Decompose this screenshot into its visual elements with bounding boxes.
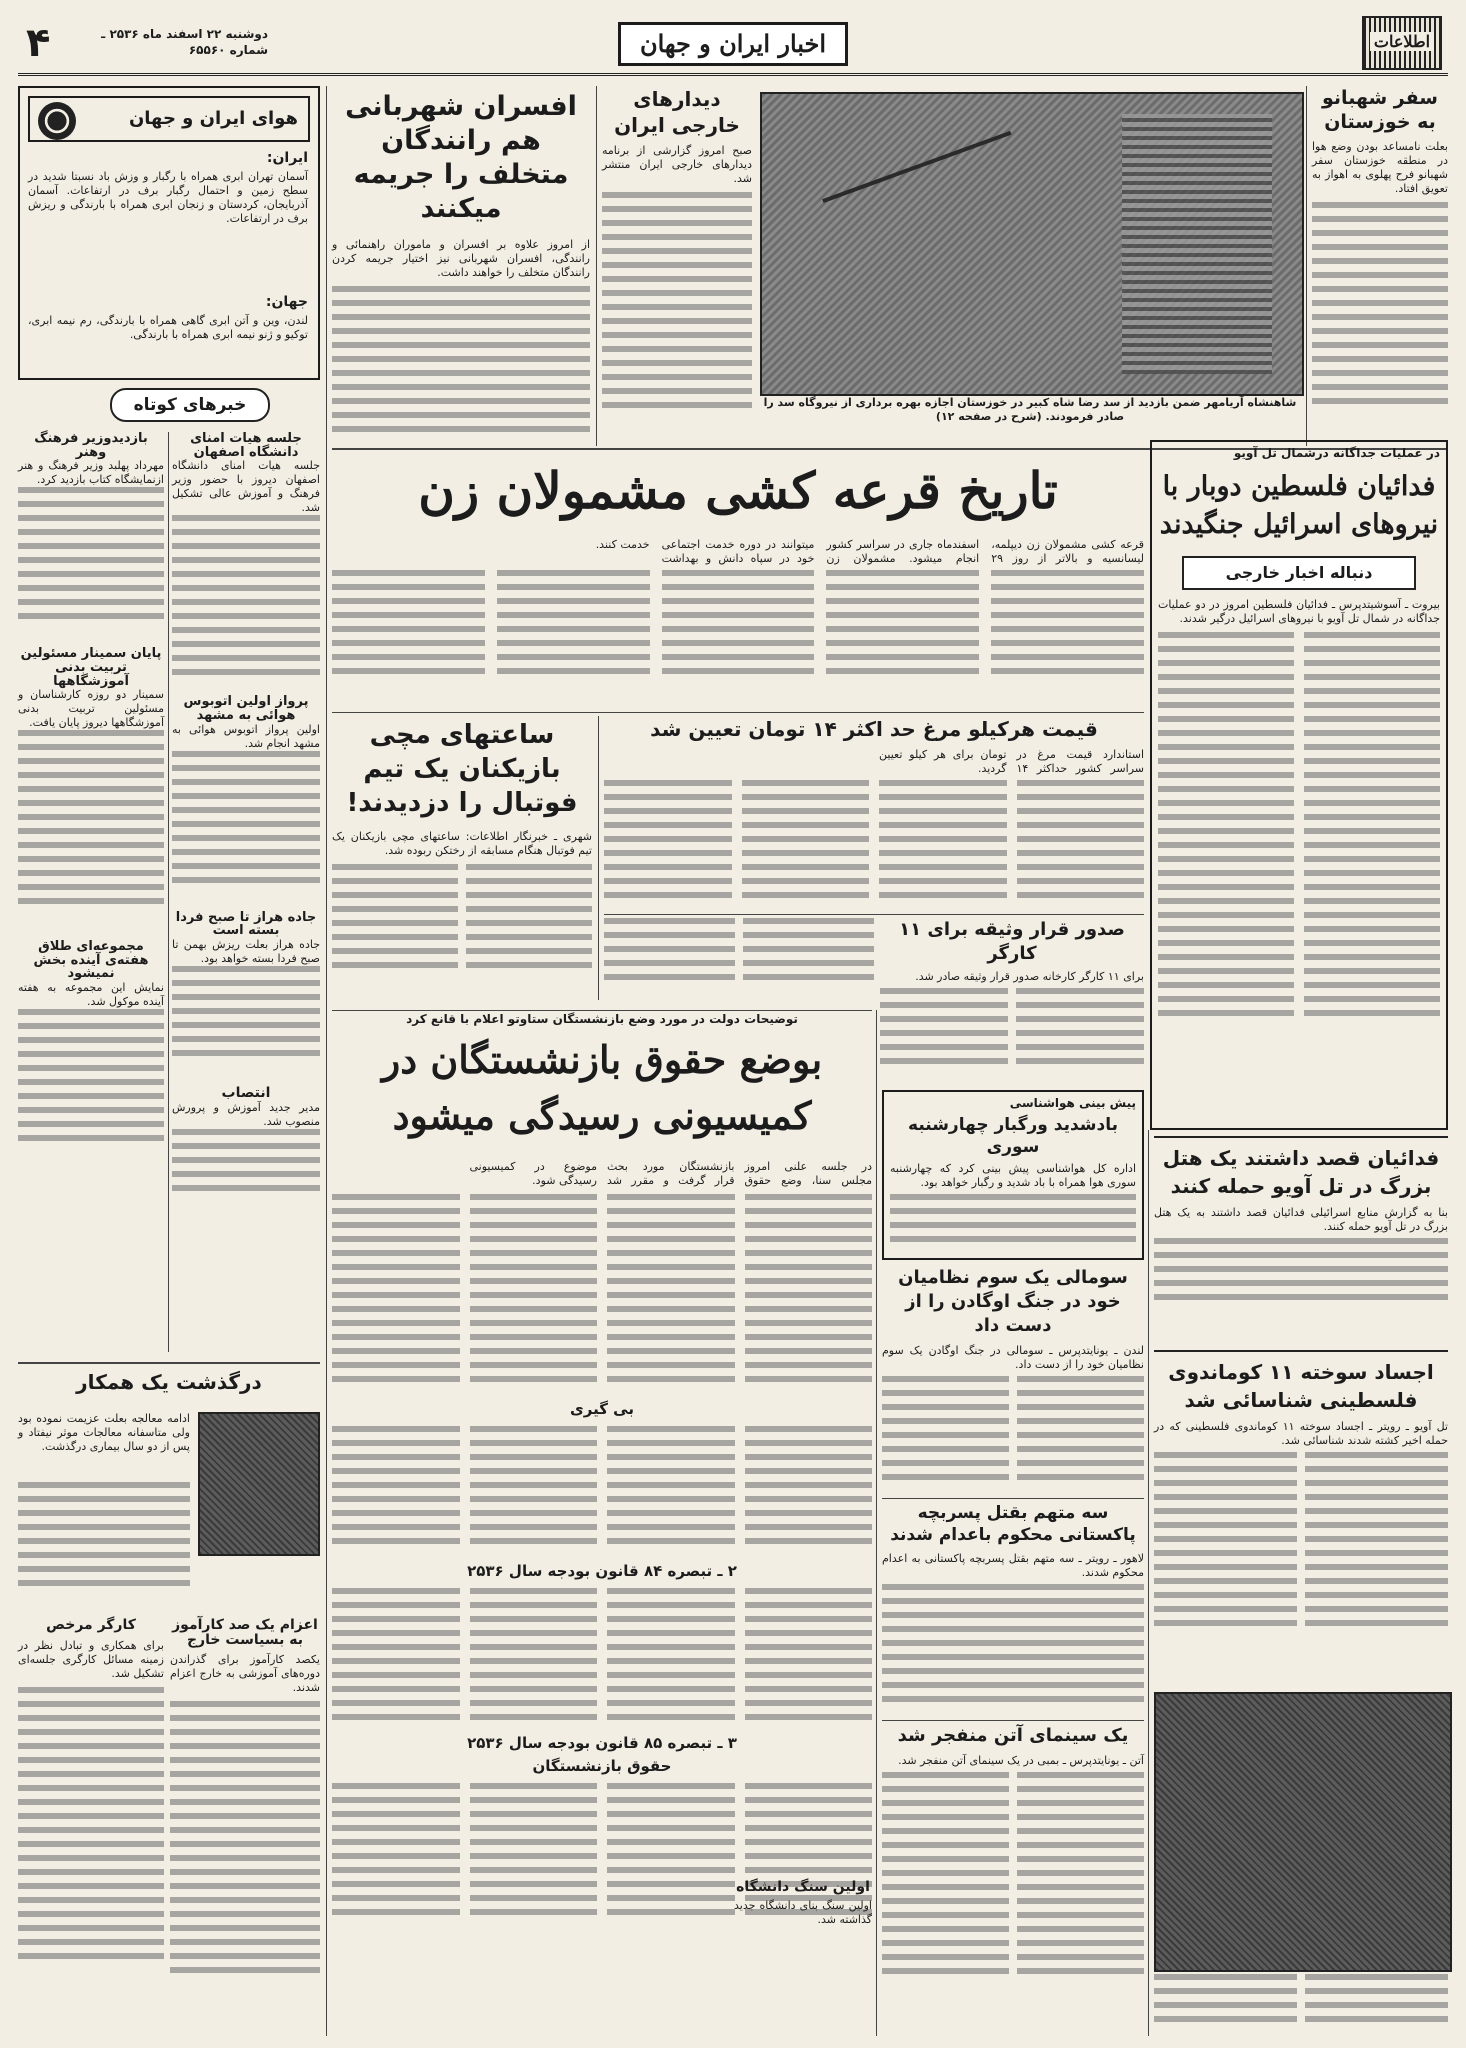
colleague-note-title: کارگر مرخص	[46, 1617, 136, 1633]
pakistan-text: لاهور ـ رویتر ـ سه متهم بقتل پسربچه پاکستانی به اعدام محکوم شدند.	[882, 1552, 1144, 1579]
short-news-item	[18, 940, 164, 1159]
fedayeen-kicker: در عملیات جداگانه درشمال تل آویو	[1233, 446, 1440, 460]
university-article	[734, 1880, 872, 2030]
fedayeen-plan-headline: فدائیان قصد داشتند یک هتل بزرگ در تل آویو حمله کنند	[1162, 1146, 1440, 1198]
short-news-item	[172, 695, 320, 900]
somalia-headline: سومالی یک سوم نظامیان خود در جنگ اوگادن را از دست داد	[898, 1267, 1128, 1336]
shahbanu-headline: سفر شهبانو به خوزستان	[1322, 87, 1438, 133]
fedayeen-plan-text: بنا به گزارش منابع اسرائیلی فدائیان قصد داشتند به یک هتل بزرگ در تل آویو حمله کنند.	[1154, 1206, 1448, 1233]
retirees-kicker: توضیحات دولت در مورد وضع بازنشستگان ستاوتو اعلام با قانع کرد	[406, 1012, 798, 1026]
foreign-visits-headline: دیدارهای خارجی ایران	[614, 87, 740, 137]
shahbanu-text: بعلت نامساعد بودن وضع هوا در منطقه خوزستان سفر شهبانو فرح پهلوی به اهواز به تعویق افتاد.	[1312, 140, 1448, 195]
bodies-text: تل آویو ـ رویتر ـ اجساد سوخته ۱۱ کوماندوی فلسطینی که در حمله اخیر کشته شدند شناسائی شد.	[1154, 1420, 1448, 1447]
section-title-text: اخبار ایران و جهان	[639, 29, 827, 58]
retirees-subhead: ۳ ـ تبصره ۸۵ قانون بودجه سال ۲۵۳۶	[467, 1733, 737, 1752]
section-title	[618, 22, 848, 66]
weather-world-label: جهان:	[265, 294, 308, 310]
weather-forecast-text: اداره کل هواشناسی پیش بینی کرد که چهارشنبه سوری هوا همراه با باد شدید و رگبار خواهد بود.	[890, 1162, 1136, 1189]
crowd-photo	[1154, 1692, 1452, 1972]
chicken-price-text: استاندارد قیمت مرغ در سراسر کشور حداکثر ۱۴ تومان برای هر کیلو تعیین گردید.	[879, 748, 1144, 775]
weather-forecast-headline: بادشدید ورگبار چهارشنبه سوری	[908, 1115, 1118, 1157]
conscription-article	[332, 454, 1144, 710]
bodies-article	[1154, 1350, 1448, 1690]
foreign-visits-text: صبح امروز گزارشی از برنامه دیدارهای خارجی ایران منتشر شد.	[602, 144, 752, 185]
bodies-headline: اجساد سوخته ۱۱ کوماندوی فلسطینی شناسائی شد	[1168, 1360, 1434, 1412]
chicken-price-more	[604, 918, 874, 1008]
short-news-item	[172, 1086, 320, 1209]
traffic-fines-text: از امروز علاوه بر افسران و ماموران راهنمائی و رانندگی، افسران شهربانی نیز اختیار جریمه کردن رانندگان متخلف را خواهند داشت.	[332, 238, 590, 279]
crowd-photo-caption-lines	[1154, 1974, 1448, 2034]
somalia-text: لندن ـ یونایتدپرس ـ سومالی در جنگ اوگادن یک سوم نظامیان خود را از دست داد.	[882, 1344, 1144, 1371]
obituary	[18, 1372, 320, 1612]
kerman-news	[170, 1618, 320, 2038]
weather-world-text: لندن، وین و آتن ابری گاهی همراه با بارندگی، رم نیمه ابری، توکیو و ژنو نیمه ابری همراه با بارندگی.	[28, 314, 308, 341]
short-news-item-text: نمایش این مجموعه به هفته آینده موکول شد.	[18, 981, 164, 1009]
cinema-headline: یک سینمای آتن منفجر شد	[897, 1725, 1129, 1746]
retirees-subhead: بی گیری	[570, 1400, 634, 1418]
issue-date: دوشنبه ۲۲ اسفند ماه ۲۵۳۶ ـ شماره ۶۵۵۶۰	[101, 27, 268, 57]
dam-photo-caption: شاهنشاه آریامهر ضمن بازدید از سد رضا شاه کبیر در خوزستان اجازه بهره برداری از نیروگاه سد را صادر فرمودند. (شرح در صفحه ۱۲)	[763, 396, 1297, 423]
short-news-item-text: مدیر جدید آموزش و پرورش منصوب شد.	[172, 1100, 320, 1128]
obituary-text: ادامه معالجه بعلت عزیمت نموده بود ولی متاسفانه معالجات موثر نیفتاد و پس از دو سال بیماری درگذشت.	[18, 1412, 190, 1453]
short-news-item-title: پرواز اولین اتوبوس هوائی به مشهد	[183, 694, 309, 723]
loan-article	[880, 918, 1144, 1086]
short-news-item-title: انتصاب	[221, 1084, 271, 1101]
short-news-item-text: جاده هراز بعلت ریزش بهمن تا صبح فردا بسته خواهد بود.	[172, 937, 320, 965]
football-article	[332, 716, 592, 1000]
short-news-item-title: پایان سمینار مسئولین تربیت بدنی آموزشگاهها	[20, 646, 162, 689]
kerman-headline: اعزام یک صد کارآموز به بسیاست خارج	[172, 1617, 318, 1648]
university-text: اولین سنگ بنای دانشگاه جدید گذاشته شد.	[734, 1898, 872, 1926]
short-news-col-right	[172, 432, 320, 1352]
weather-iran-label: ایران:	[266, 150, 308, 166]
fedayeen-headline: فدائیان فلسطین دوبار با نیروهای اسرائیل جنگیدند	[1159, 471, 1439, 540]
retirees-headline: بوضع حقوق بازنشستگان در کمیسیونی رسیدگی میشود	[381, 1037, 823, 1138]
short-news-item	[18, 647, 164, 930]
masthead	[18, 14, 1448, 76]
short-news-col-left	[18, 432, 164, 1352]
cinema-article	[882, 1724, 1144, 2036]
loan-text: برای ۱۱ کارگر کارخانه صدور قرار وثیقه صادر شد.	[915, 970, 1144, 983]
retirees-subhead: حقوق بازنشستگان	[532, 1757, 672, 1776]
short-news-item-text: جلسه هیات امنای دانشگاه اصفهان دیروز با حضور وزیر فرهنگ و آموزش عالی تشکیل شد.	[172, 459, 320, 515]
football-text: شهری ـ خبرنگار اطلاعات: ساعتهای مچی بازیکنان یک تیم فوتبال هنگام مسابقه از رختکن ربوده شد.	[332, 830, 592, 857]
weather-header	[28, 96, 310, 142]
retirees-subhead: ۲ ـ تبصره ۸۴ قانون بودجه سال ۲۵۳۶	[467, 1561, 737, 1580]
weather-iran-text: آسمان تهران ابری همراه با رگبار و وزش باد نسبتا شدید در سطح زمین و احتمال رگبار برف در ارتفاعات. آسمان آذربایجان، کردستان و زنجان ابری همراه با بارندگی و ریزش برف در ارتفاعات.	[28, 170, 308, 225]
weather-box	[18, 86, 320, 380]
page-number: ۴	[26, 20, 51, 66]
colleague-note-text: برای همکاری و تبادل نظر در زمینه مسائل کارگری جلسه‌ای تشکیل شد.	[18, 1638, 164, 1680]
conscription-headline: تاریخ قرعه کشی مشمولان زن	[418, 461, 1058, 520]
short-news-item-title: جلسه هیات امنای دانشگاه اصفهان	[190, 431, 302, 460]
short-news-item-title: مجموعه‌ای طلاق هفته‌ی آینده بخش نمیشود	[33, 939, 149, 982]
fedayeen-plan-article	[1154, 1136, 1448, 1346]
newspaper-logo	[1362, 16, 1442, 70]
short-news-item	[172, 432, 320, 685]
traffic-fines-headline: افسران شهربانی هم رانندگان متخلف را جریمه میکنند	[345, 91, 577, 224]
shahbanu-visit	[1312, 86, 1448, 446]
somalia-article	[882, 1266, 1144, 1496]
traffic-fines	[332, 86, 590, 446]
dam-photo	[760, 92, 1304, 396]
kerman-text: یکصد کارآموز برای گذراندن دوره‌های آموزشی به خارج اعزام شدند.	[170, 1653, 320, 1695]
colleague-note	[18, 1618, 164, 2038]
obituary-title: درگذشت یک همکار	[76, 1370, 262, 1394]
fedayeen-text: بیروت ـ آسوشیتدپرس ـ فدائیان فلسطین امروز در دو عملیات جداگانه در شمال تل آویو با نیروهای اسرائیل درگیر شدند.	[1158, 598, 1440, 625]
short-news-item-title: جاده هراز تا صبح فردا بسته است	[175, 909, 317, 939]
short-news-item-title: بازدیدوزیر فرهنگ وهنر	[34, 431, 148, 460]
cinema-text: آتن ـ یونایتدپرس ـ بمبی در یک سینمای آتن منفجر شد.	[898, 1754, 1144, 1767]
weather-forecast	[882, 1090, 1144, 1260]
university-headline: اولین سنگ دانشگاه	[736, 1879, 870, 1895]
fedayeen-article	[1150, 440, 1448, 1130]
chicken-price-headline: قیمت هرکیلو مرغ حد اکثر ۱۴ تومان تعیین شد	[650, 717, 1098, 741]
short-news-item	[18, 432, 164, 637]
short-news-banner	[110, 388, 270, 422]
fedayeen-continuation: دنباله اخبار خارجی	[1182, 556, 1416, 590]
short-news-title: خبرهای کوتاه	[133, 395, 247, 415]
short-news-item-text: مهرداد پهلبد وزیر فرهنگ و هنر ازنمایشگاه کتاب بازدید کرد.	[18, 459, 164, 487]
sun-icon	[38, 102, 76, 140]
short-news-item-text: اولین پرواز اتوبوس هوائی به مشهد انجام شد.	[172, 722, 320, 750]
logo-text: اطلاعات	[1370, 32, 1434, 51]
chicken-price-article	[604, 716, 1144, 914]
foreign-visits	[602, 86, 752, 446]
loan-headline: صدور قرار وثیقه برای ۱۱ کارگر	[899, 919, 1125, 964]
conscription-text: قرعه کشی مشمولان زن دیپلمه، لیسانسیه و بالاتر از روز ۲۹ اسفندماه جاری در سراسر کشور انجام میشود. مشمولان زن میتوانند در دوره خدمت اجتماعی خود در سپاه دانش و بهداشت خدمت کنند.	[595, 538, 1144, 565]
weather-title: هوای ایران و جهان	[128, 108, 298, 129]
pakistan-headline: سه متهم بقتل پسربچه پاکستانی محکوم باعدام شدند	[890, 1503, 1136, 1545]
pakistan-article	[882, 1502, 1144, 1716]
retirees-text: در جلسه علنی امروز مجلس سنا، وضع حقوق بازنشستگان مورد بحث قرار گرفت و مقرر شد موضوع در کمیسیونی رسیدگی شود.	[469, 1160, 872, 1187]
obituary-photo	[198, 1412, 320, 1556]
short-news-item-text: سمینار دو روزه کارشناسان و مسئولین تربیت بدنی آموزشگاهها دیروز پایان یافت.	[18, 688, 164, 730]
short-news-item	[172, 911, 320, 1076]
football-headline: ساعتهای مچی بازیکنان یک تیم فوتبال را دزدیدند!	[346, 720, 578, 818]
weather-forecast-kicker: پیش بینی هواشناسی	[1009, 1096, 1136, 1110]
